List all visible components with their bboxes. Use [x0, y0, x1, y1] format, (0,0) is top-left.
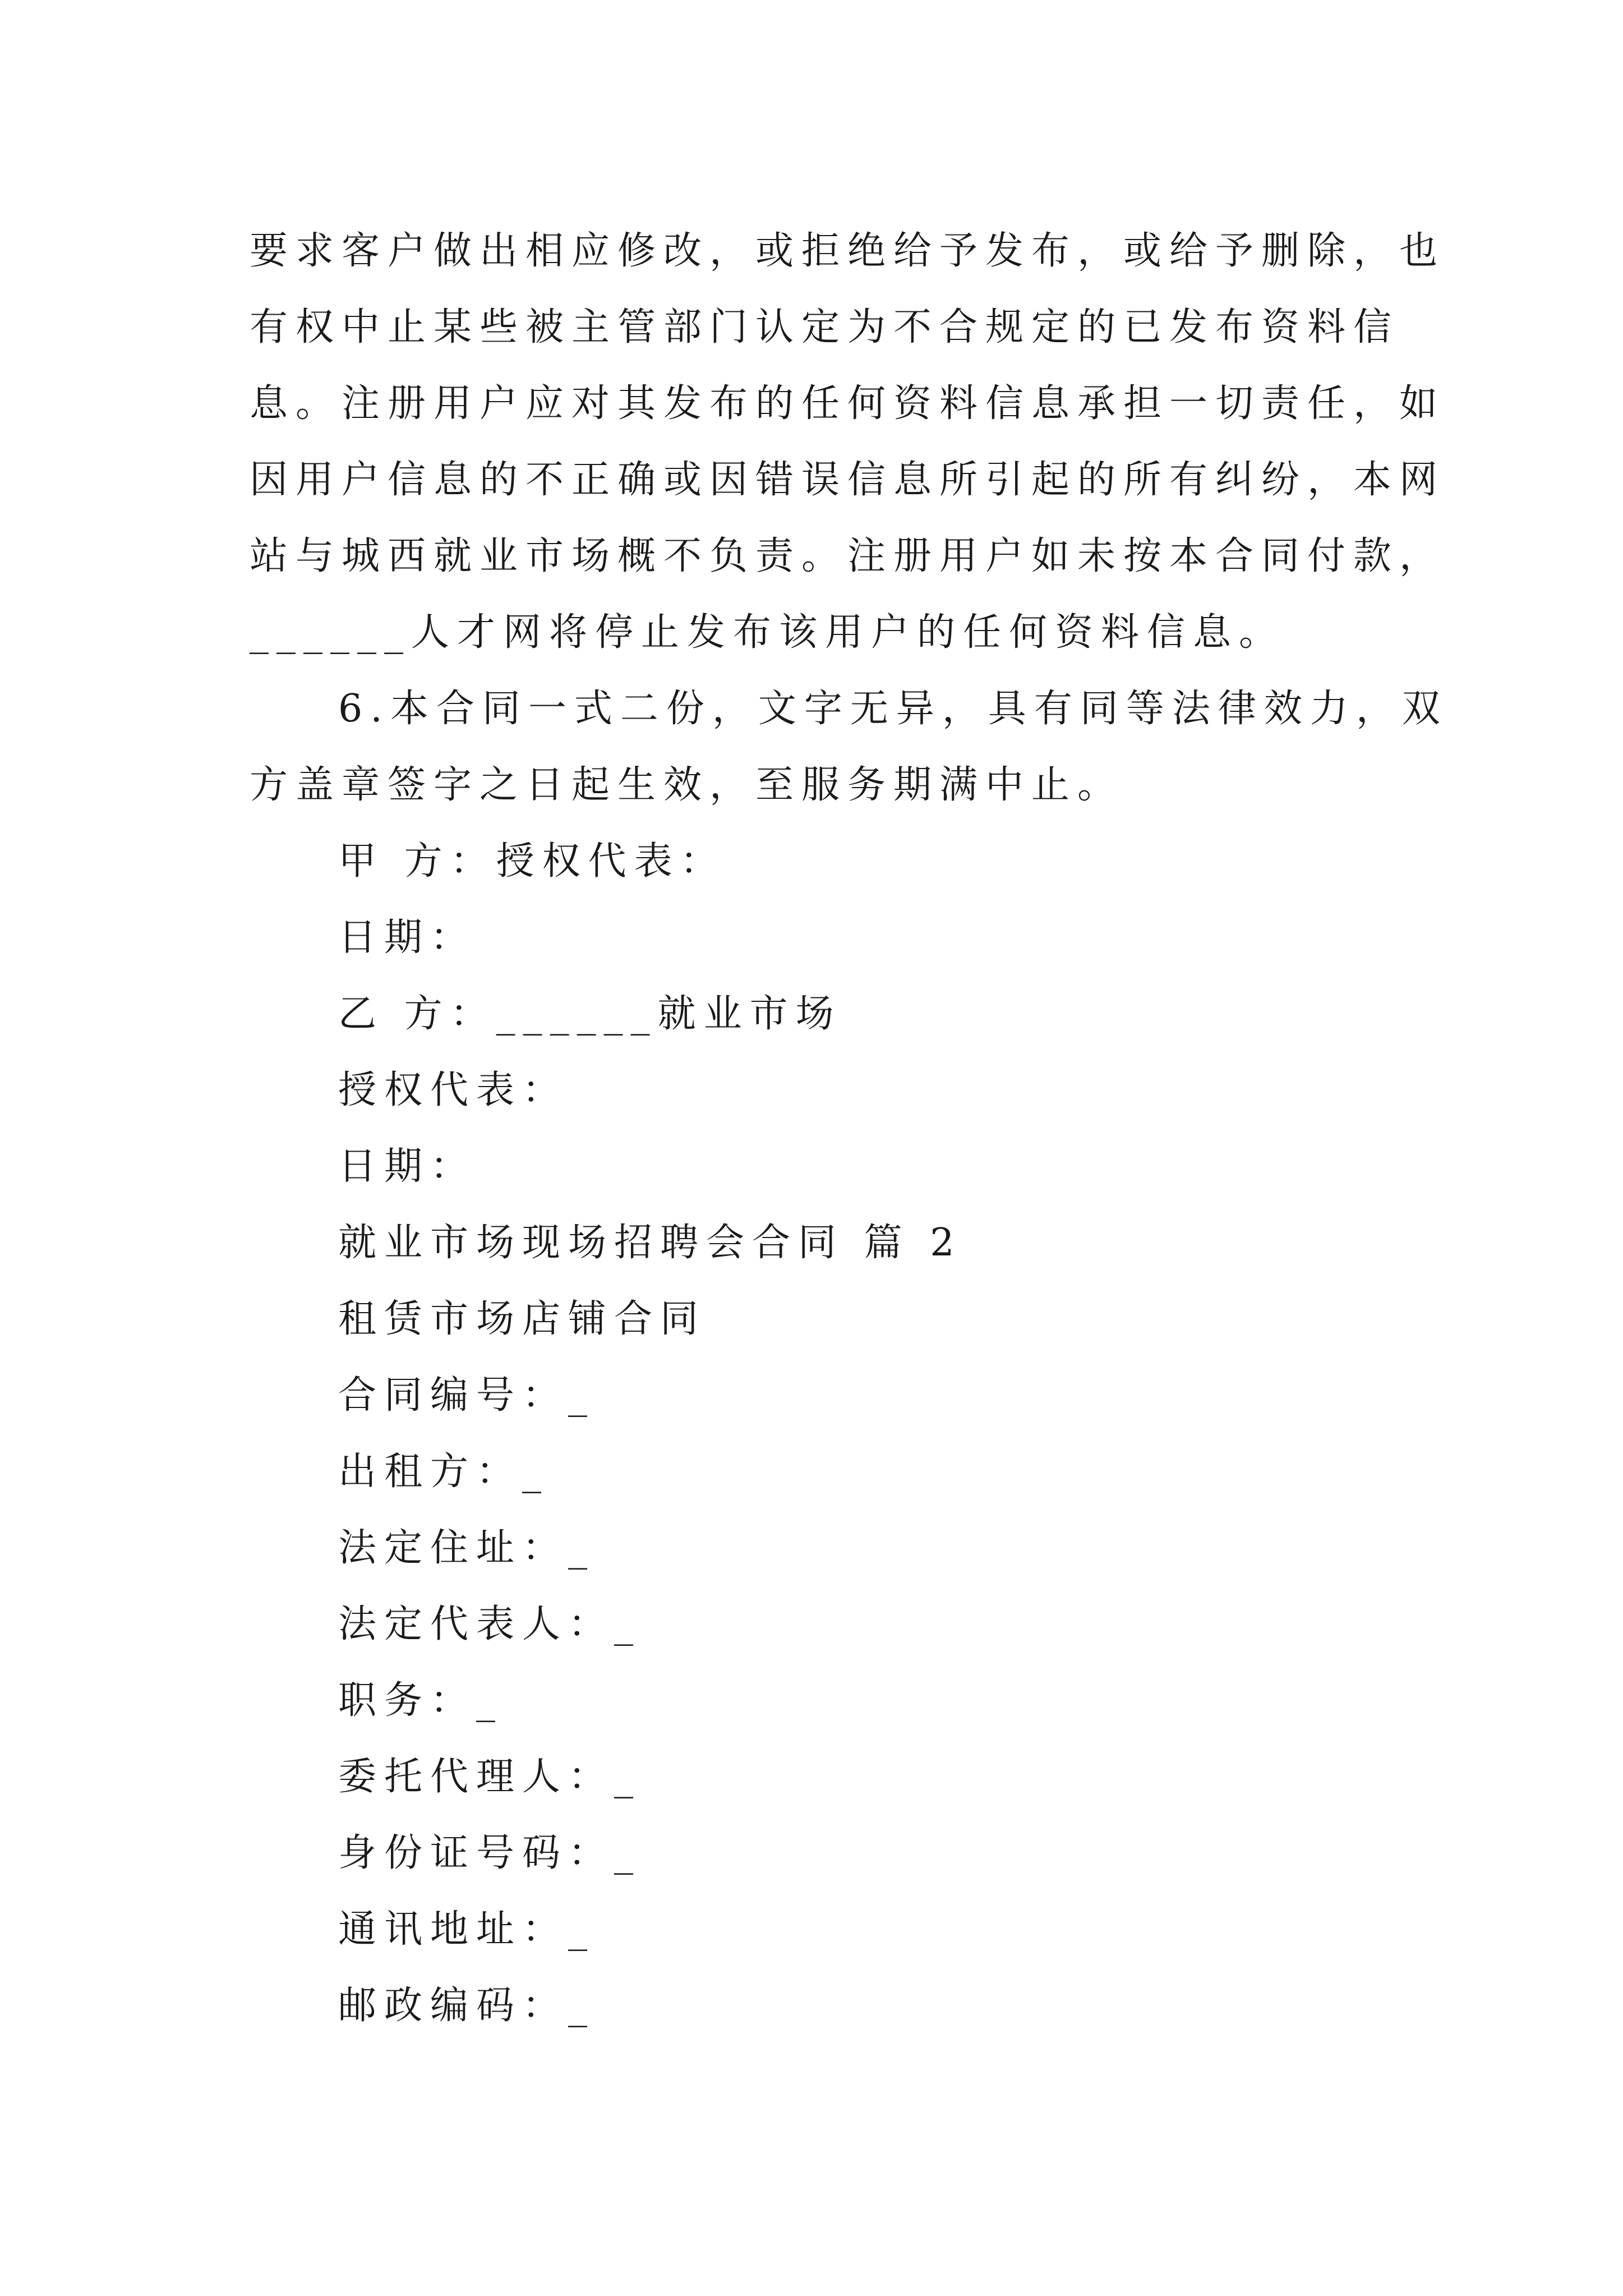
paragraph-line: ______人才网将停止发布该用户的任何资料信息。	[250, 610, 1285, 655]
field-legal-address: 法定住址：_	[338, 1526, 596, 1570]
party-b-date-line: 日期：	[338, 1144, 477, 1189]
paragraph-line: 有权中止某些被主管部门认定为不合规定的已发布资料信	[250, 305, 1400, 349]
party-b-line: 乙 方：______就业市场	[338, 992, 842, 1036]
field-id-number: 身份证号码：_	[338, 1831, 642, 1875]
field-contract-number: 合同编号：_	[338, 1373, 596, 1418]
party-a-date-line: 日期：	[338, 915, 477, 960]
paragraph-line: 要求客户做出相应修改，或拒绝给予发布，或给予删除，也	[250, 229, 1446, 273]
party-b-representative-line: 授权代表：	[338, 1068, 569, 1112]
document-body	[250, 213, 1448, 2044]
paragraph-line: 息。注册用户应对其发布的任何资料信息承担一切责任，如	[250, 381, 1446, 426]
field-authorized-agent: 委托代理人：_	[338, 1755, 642, 1799]
contract-title: 租赁市场店铺合同	[338, 1297, 707, 1341]
party-a-line: 甲 方：授权代表：	[338, 839, 726, 884]
paragraph-line: 站与城西就业市场概不负责。注册用户如未按本合同付款，	[250, 534, 1446, 578]
clause-6-line: 方盖章签字之日起生效，至服务期满中止。	[250, 763, 1124, 807]
paragraph-line: 因用户信息的不正确或因错误信息所引起的所有纠纷，本网	[250, 458, 1446, 502]
section-title: 就业市场现场招聘会合同 篇 2	[338, 1221, 962, 1265]
field-lessor: 出租方：_	[338, 1450, 550, 1494]
clause-6-line: 6.本合同一式二份，文字无异，具有同等法律效力，双	[338, 687, 1448, 731]
field-mailing-address: 通讯地址：_	[338, 1907, 596, 1952]
field-postal-code: 邮政编码：_	[338, 1984, 596, 2028]
field-position: 职务：_	[338, 1678, 504, 1723]
field-legal-representative: 法定代表人：_	[338, 1602, 642, 1646]
